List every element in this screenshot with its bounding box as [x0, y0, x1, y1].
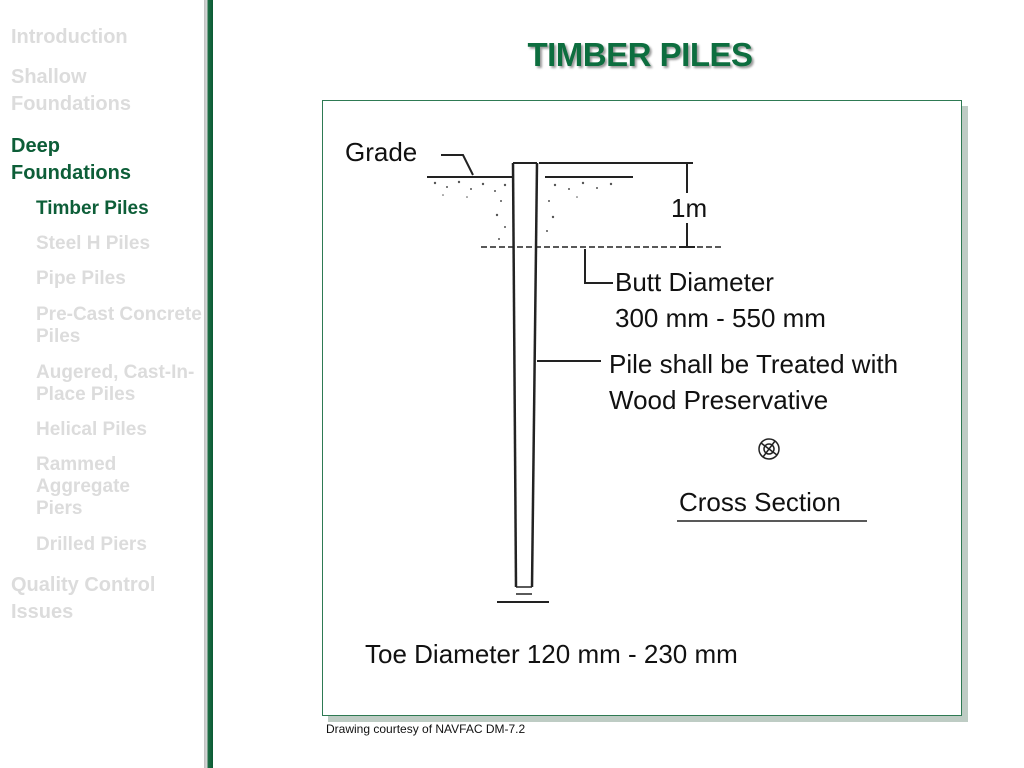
- timber-pile-drawing: [323, 101, 961, 715]
- treatment-note-line2: Wood Preservative: [609, 385, 829, 415]
- timber-pile: [497, 163, 549, 602]
- nav-item-introduction[interactable]: Introduction: [11, 26, 128, 48]
- cross-section-label: Cross Section: [679, 487, 841, 517]
- sub-item-drilled-piers[interactable]: Drilled Piers: [36, 534, 147, 555]
- nav-item-quality-control-issues[interactable]: Quality Control Issues: [11, 574, 156, 623]
- sub-item-pipe-piles[interactable]: Pipe Piles: [36, 268, 126, 289]
- sidebar-divider: [203, 0, 213, 768]
- figure-caption: Drawing courtesy of NAVFAC DM-7.2: [326, 722, 526, 736]
- cross-section-symbol: [759, 439, 779, 459]
- butt-diameter-range: 300 mm - 550 mm: [615, 303, 826, 333]
- depth-label: 1m: [671, 193, 708, 223]
- sub-item-pre-cast-concrete-piles[interactable]: Pre-Cast Concrete Piles: [36, 304, 202, 347]
- butt-diameter-label: Butt Diameter: [615, 267, 774, 297]
- timber-pile-figure: [322, 100, 962, 716]
- sidebar: [0, 0, 204, 768]
- sub-item-timber-piles[interactable]: Timber Piles: [36, 198, 149, 219]
- sub-item-rammed-aggregate-piers[interactable]: Rammed Aggregate Piers: [36, 454, 130, 519]
- leader-lines: [441, 155, 867, 521]
- sub-item-helical-piles[interactable]: Helical Piles: [36, 419, 147, 440]
- toe-diameter-label: Toe Diameter 120 mm - 230 mm: [365, 639, 738, 669]
- sub-item-augered-piles[interactable]: Augered, Cast-In-Place Piles: [36, 362, 195, 405]
- treatment-note-line1: Pile shall be Treated with: [609, 349, 899, 379]
- nav-item-deep-foundations[interactable]: Deep Foundations: [11, 135, 131, 184]
- grade-label: Grade: [345, 137, 418, 167]
- sub-item-steel-h-piles[interactable]: Steel H Piles: [36, 233, 151, 254]
- soil-hatching: [434, 181, 612, 240]
- page-title: TIMBER PILES: [527, 36, 753, 73]
- nav-item-shallow-foundations[interactable]: Shallow Foundations: [11, 66, 131, 115]
